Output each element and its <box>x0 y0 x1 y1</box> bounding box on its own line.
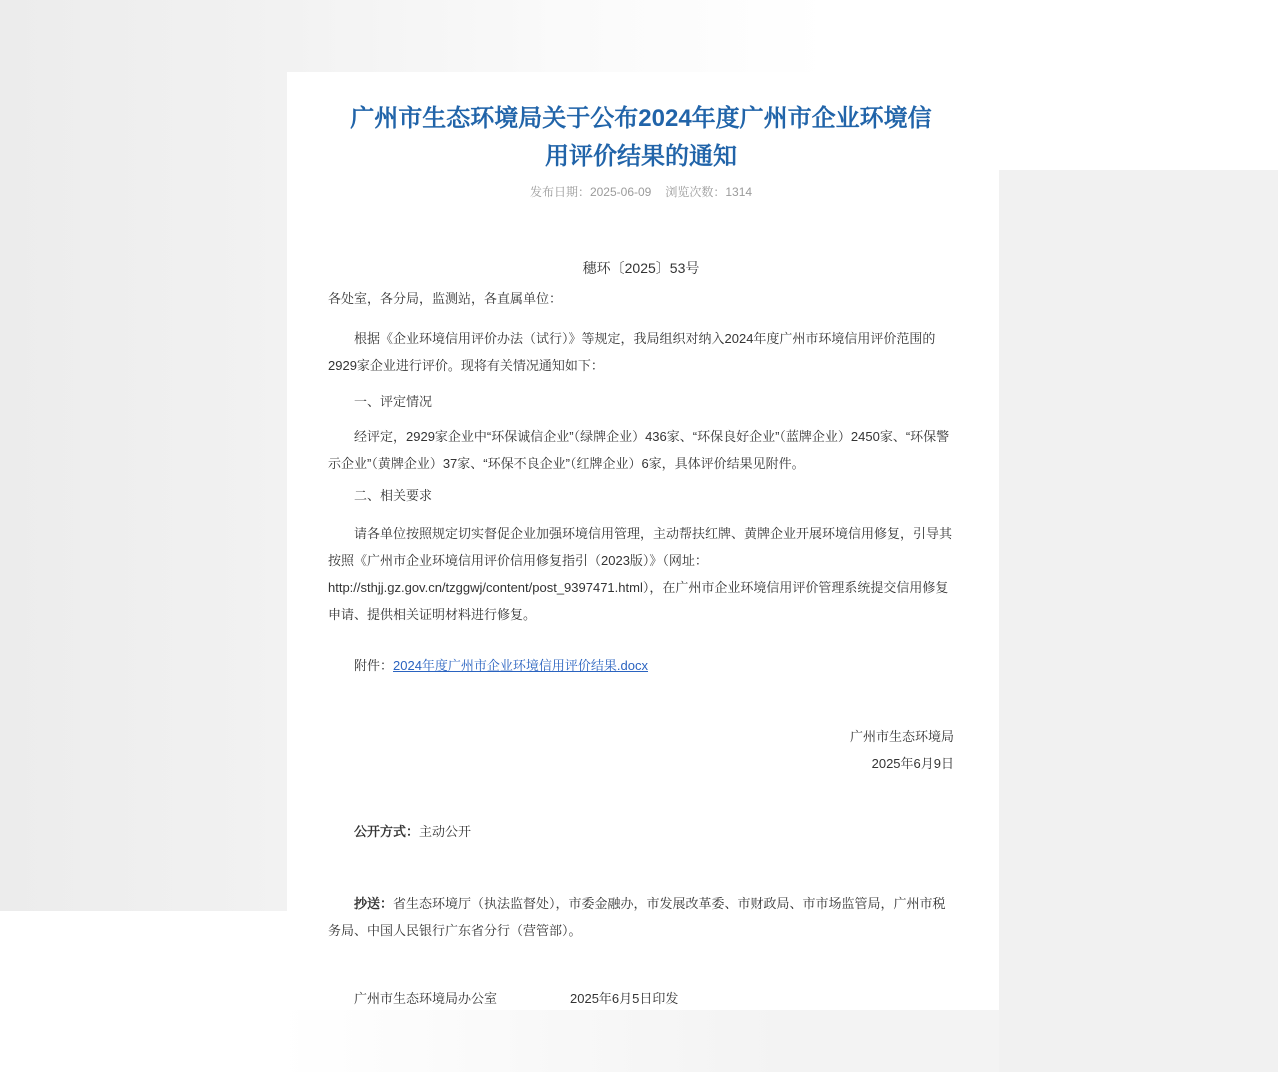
background-bottom-gradient <box>0 1010 999 1072</box>
document-number: 穗环〔2025〕53号 <box>582 260 700 276</box>
attachment-link[interactable]: 2024年度广州市企业环境信用评价结果.docx <box>393 658 649 673</box>
cc-row <box>328 890 954 944</box>
paragraph-results: 经评定，2929家企业中“环保诚信企业”（绿牌企业）436家、“环保良好企业”（蓝牌企业）2450家、“环保警示企业”（黄牌企业）37家、“环保不良企业”（红牌企业）6家，具体评价结果见附件。 <box>328 429 950 471</box>
views-count: 1314 <box>725 185 753 199</box>
attachment-label: 附件： <box>354 658 394 673</box>
publish-date-label: 发布日期： <box>529 185 590 199</box>
footer-row <box>328 985 954 1012</box>
salutation: 各处室，各分局，监测站，各直属单位： <box>328 291 563 306</box>
cc-text: 省生态环境厅（执法监督处），市委金融办，市发展改革委、市财政局、市市场监管局，广州市税务局、中国人民银行广东省分行（营管部）。 <box>328 896 946 938</box>
publish-date-value: 2025-06-09 <box>589 185 652 199</box>
footer-office: 广州市生态环境局办公室 <box>354 991 498 1006</box>
disclosure-value: 主动公开 <box>419 824 472 839</box>
views-label: 浏览次数： <box>665 185 726 199</box>
signature-org: 广州市生态环境局 <box>849 729 954 744</box>
article-panel <box>287 72 999 1010</box>
disclosure-row <box>328 818 954 845</box>
signature-date: 2025年6月9日 <box>871 756 954 771</box>
paragraph-intro: 根据《企业环境信用评价办法（试行）》等规定，我局组织对纳入2024年度广州市环境信用评价范围的2929家企业进行评价。现将有关情况通知如下： <box>328 331 936 373</box>
attachment-row <box>328 652 954 679</box>
background-right-gray <box>999 170 1278 1072</box>
section-2-heading: 二、相关要求 <box>354 488 433 503</box>
paragraph-requirements: 请各单位按照规定切实督促企业加强环境信用管理，主动帮扶红牌、黄牌企业开展环境信用修复，引导其按照《广州市企业环境信用评价信用修复指引（2023版）》（网址：http://sthjj.gz.gov.cn/tzggwj/content/post_9397471.html），在广州市企业环境信用评价管理系统提交信用修复申请、提供相关证明材料进行修复。 <box>328 526 953 622</box>
article-meta <box>328 183 954 201</box>
section-1-heading: 一、评定情况 <box>354 394 433 409</box>
disclosure-label: 公开方式： <box>354 824 420 839</box>
footer-print-date: 2025年6月5日印发 <box>570 991 679 1006</box>
page-title: 广州市生态环境局关于公布2024年度广州市企业环境信用评价结果的通知 <box>350 105 932 170</box>
document-body <box>328 285 954 1012</box>
cc-label: 抄送： <box>354 896 394 911</box>
